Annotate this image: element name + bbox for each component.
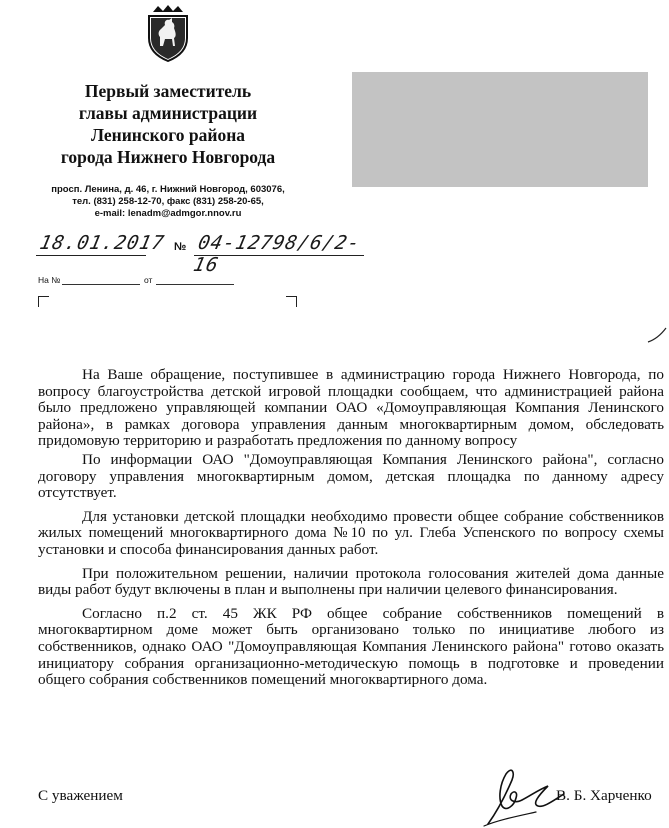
body-paragraph: При положительном решении, наличии протокола голосования жителей дома данные виды работ будут включены в план и выполнены при наличии целевого финансирования.: [38, 564, 664, 599]
city-coat-of-arms-icon: [145, 4, 191, 62]
body-paragraph: Согласно п.2 ст. 45 ЖК РФ общее собрание собственников помещений в многоквартирном доме может быть организовано только по инициативе любого из собственников, однако ОАО "Домоуправляющая Компания Ленинского района" готово оказать инициатору собрания организационно-методическую помощь в подготовке и проведении общего собрания собственников помещений многоквартирного дома.: [38, 604, 664, 689]
handwritten-signature-icon: [478, 760, 568, 828]
redacted-recipient-block: [352, 72, 648, 187]
signer-name: В. Б. Харченко: [556, 787, 652, 804]
ref-from-label: от: [144, 275, 153, 285]
issuer-title-line: Ленинского района: [90, 125, 246, 145]
date-underline: [36, 255, 146, 256]
outgoing-number: 04-12798/6/2-16: [191, 232, 363, 276]
issuer-address: [30, 184, 306, 220]
issuer-title-line: главы администрации: [78, 103, 258, 123]
edge-mark-icon: [646, 322, 668, 344]
address-line: e-mail: lenadm@admgor.nnov.ru: [94, 208, 242, 219]
number-label: №: [174, 241, 187, 253]
number-underline: [194, 255, 364, 256]
issuer-title: [30, 80, 306, 168]
address-line: тел. (831) 258-12-70, факс (831) 258-20-65,: [72, 196, 264, 207]
body-paragraph: На Ваше обращение, поступившее в администрацию города Нижнего Новгорода, по вопросу благоустройства детской игровой площадки сообщаем, что администрацией района было предложено управляющей компании ОАО «Домоуправляющая Компания Ленинского района», в рамках договора управления данным многоквартирным домом, обследовать придомовую территорию и разработать предложения по данному вопросу: [38, 366, 664, 450]
ref-number-blank: [62, 284, 140, 285]
address-corner-mark: [286, 296, 297, 307]
body-paragraph: По информации ОАО "Домоуправляющая Компания Ленинского района", согласно договору управления многоквартирным домом, детская площадка по данному адресу отсутствует.: [38, 450, 664, 502]
address-corner-mark: [38, 296, 49, 307]
issuer-title-line: города Нижнего Новгорода: [60, 147, 276, 167]
reference-line: [38, 275, 238, 289]
closing-salutation: С уважением: [38, 787, 123, 804]
ref-date-blank: [156, 284, 234, 285]
issuer-title-line: Первый заместитель: [84, 81, 252, 101]
outgoing-date: 18.01.2017: [37, 232, 167, 254]
address-line: просп. Ленина, д. 46, г. Нижний Новгород, 603076,: [51, 184, 285, 195]
registration-line: [36, 228, 376, 276]
letter-body: [38, 367, 664, 696]
body-paragraph: Для установки детской площадки необходимо провести общее собрание собственников жилых помещений многоквартирного дома №10 по ул. Глеба Успенского по вопросу схемы установки и способа финансирования данных работ.: [38, 507, 664, 558]
ref-number-label: На №: [38, 275, 61, 285]
